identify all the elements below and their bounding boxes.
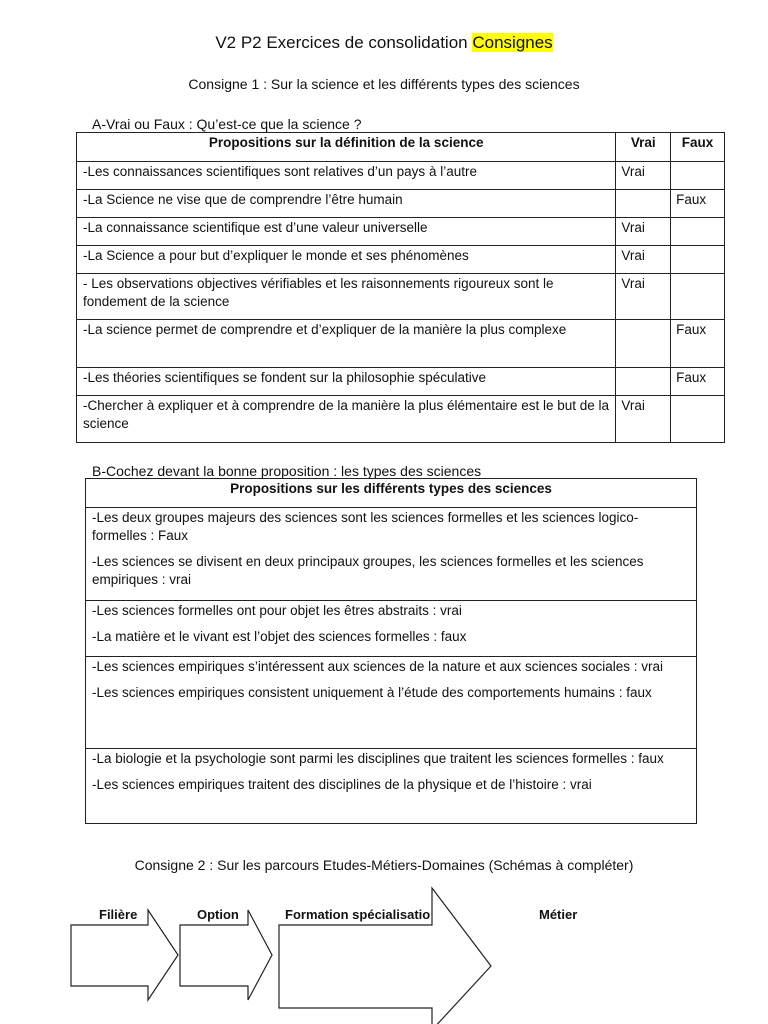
proposition-group [86,601,697,657]
table-row [86,657,697,749]
table-row [77,246,725,274]
flow-label-filiere: Filière [99,907,138,922]
faux-cell [671,162,725,190]
proposition-text: -Les sciences se divisent en deux principaux groupes, les sciences formelles et les sciences empiriques : vrai [92,554,644,587]
title-main: V2 P2 Exercices de consolidation [215,33,473,52]
section-a-heading: A-Vrai ou Faux : Qu’est-ce que la science ? [92,116,362,132]
parcours-flow-diagram [0,880,768,1024]
table-row [77,274,725,320]
table-row [86,749,697,824]
vrai-cell: Vrai [616,162,671,190]
consigne-1-heading: Consigne 1 : Sur la science et les différents types des sciences [188,76,580,92]
table-row [86,508,697,601]
proposition-text: -Les sciences empiriques consistent uniquement à l’étude des comportements humains : faux [92,685,652,700]
proposition-cell: -La Science a pour but d’expliquer le monde et ses phénomènes [77,246,616,274]
proposition-text: -Les sciences empiriques s’intéressent aux sciences de la nature et aux sciences sociales : vrai [92,659,664,674]
faux-cell [671,218,725,246]
vrai-cell [616,368,671,396]
table-row [77,368,725,396]
table-row [77,218,725,246]
consigne-2-heading: Consigne 2 : Sur les parcours Etudes-Métiers-Domaines (Schémas à compléter) [134,857,634,873]
proposition-cell: -La Science ne vise que de comprendre l’être humain [77,190,616,218]
filiere-arrow [71,910,178,1000]
proposition-cell: -La connaissance scientifique est d’une valeur universelle [77,218,616,246]
table-row [77,320,725,368]
proposition-cell: -Les théories scientifiques se fondent sur la philosophie spéculative [77,368,616,396]
proposition-text: -Les sciences empiriques traitent des disciplines de la physique et de l’histoire : vrai [92,777,592,792]
page-title [0,33,768,53]
table-row [86,601,697,657]
column-header-types: Propositions sur les différents types des sciences [86,479,697,508]
proposition-group [86,749,697,824]
table-row [77,162,725,190]
faux-cell [671,274,725,320]
proposition-cell: -La science permet de comprendre et d’expliquer de la manière la plus complexe [77,320,616,368]
proposition-cell: -Les connaissances scientifiques sont relatives d’un pays à l’autre [77,162,616,190]
faux-cell: Faux [671,190,725,218]
table-header-row [86,479,697,508]
flow-label-formation: Formation spécialisatio [285,907,431,922]
faux-cell [671,246,725,274]
table-row [77,190,725,218]
section-b-heading: B-Cochez devant la bonne proposition : les types des sciences [92,463,482,479]
proposition-text: -La matière et le vivant est l’objet des sciences formelles : faux [92,629,467,644]
proposition-text: -Les deux groupes majeurs des sciences sont les sciences formelles et les sciences logico-formelles : Faux [92,510,639,543]
column-header-faux: Faux [671,133,725,162]
column-header-propositions: Propositions sur la définition de la science [77,133,616,162]
proposition-cell: - Les observations objectives vérifiables et les raisonnements rigoureux sont le fondement de la science [77,274,616,320]
vrai-cell [616,190,671,218]
column-header-vrai: Vrai [616,133,671,162]
flow-label-option: Option [197,907,239,922]
vrai-cell: Vrai [616,218,671,246]
table-row [77,396,725,443]
faux-cell: Faux [671,320,725,368]
types-table [85,478,697,824]
vrai-cell [616,320,671,368]
faux-cell [671,396,725,443]
flow-label-metier: Métier [539,907,578,922]
proposition-text: -Les sciences formelles ont pour objet les êtres abstraits : vrai [92,603,462,618]
proposition-group [86,657,697,749]
proposition-text: -La biologie et la psychologie sont parmi les disciplines que traitent les sciences formelles : faux [92,751,664,766]
vrai-cell: Vrai [616,246,671,274]
proposition-cell: -Chercher à expliquer et à comprendre de la manière la plus élémentaire est le but de la science [77,396,616,443]
vrai-cell: Vrai [616,396,671,443]
vrai-cell: Vrai [616,274,671,320]
proposition-group [86,508,697,601]
faux-cell: Faux [671,368,725,396]
option-arrow [180,910,272,1000]
definition-table [76,132,725,443]
title-highlight: Consignes [472,33,553,52]
table-header-row [77,133,725,162]
